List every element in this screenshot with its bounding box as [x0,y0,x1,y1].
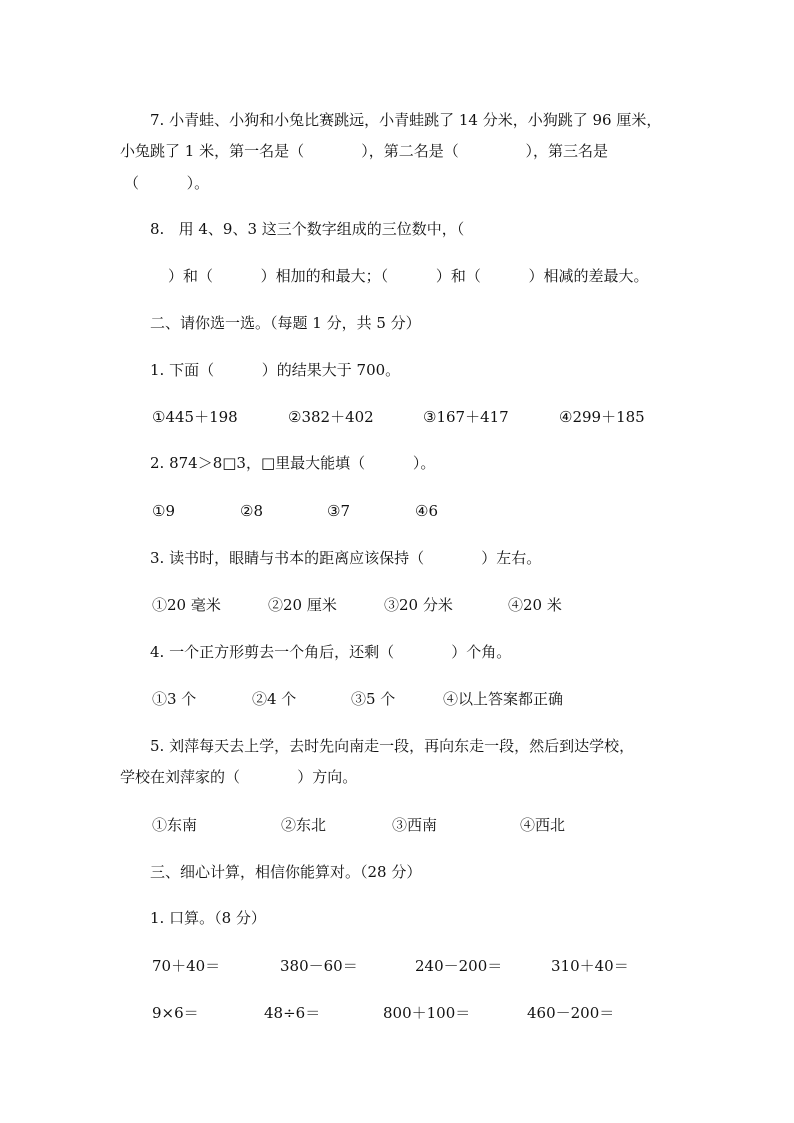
calc-item: 70＋40＝ [152,957,221,975]
q8-line-1: 8. 用 4、9、3 这三个数字组成的三位数中，（ [150,220,465,238]
question-4-text: 4. 一个正方形剪去一个角后，还剩（ ）个角。 [150,643,512,661]
calc-item: 310＋40＝ [551,957,629,975]
calc-item: 380－60＝ [280,957,358,975]
option-4: ④6 [415,502,438,520]
q7-line-1: 7. 小青蛙、小狗和小兔比赛跳远，小青蛙跳了 14 分米，小狗跳了 96 厘米， [150,111,662,129]
calc-item: 240－200＝ [415,957,503,975]
option-1: ①445＋198 [152,408,238,426]
calc-row-2 [0,1003,794,1103]
option-2: ②20 厘米 [268,596,337,614]
option-4: ④20 米 [508,596,562,614]
option-3: ③20 分米 [384,596,453,614]
option-1: ①东南 [152,816,198,834]
option-3: ③167＋417 [423,408,509,426]
question-1-text: 1. 下面（ ）的结果大于 700。 [150,361,401,379]
question-2-text: 2. 874＞8□3，□里最大能填（ ）。 [150,454,436,472]
q7-line-2: 小兔跳了 1 米，第一名是（ ），第二名是（ ），第三名是 [120,142,609,160]
section-2-title: 二、请你选一选。（每题 1 分，共 5 分） [150,314,421,332]
option-2: ②东北 [281,816,327,834]
question-3-text: 3. 读书时，眼睛与书本的距离应该保持（ ）左右。 [150,549,542,567]
calc-item: 48÷6＝ [264,1004,321,1022]
option-3: ③7 [327,502,350,520]
option-4: ④299＋185 [559,408,645,426]
option-3: ③西南 [392,816,438,834]
option-2: ②4 个 [252,690,297,708]
question-5-text-line-1: 5. 刘萍每天去上学，去时先向南走一段，再向东走一段，然后到达学校， [150,737,635,755]
subsection-oral-calc: 1. 口算。（8 分） [150,909,266,927]
option-1: ①3 个 [152,690,197,708]
section-3-title: 三、细心计算，相信你能算对。（28 分） [150,863,422,881]
option-2: ②382＋402 [288,408,374,426]
option-3: ③5 个 [351,690,396,708]
question-5-text-line-2: 学校在刘萍家的（ ）方向。 [120,768,358,786]
option-1: ①9 [152,502,175,520]
calc-item: 460－200＝ [527,1004,615,1022]
option-4: ④西北 [520,816,566,834]
q7-line-3: （ ）。 [124,174,210,192]
option-1: ①20 毫米 [152,596,221,614]
calc-item: 9×6＝ [152,1004,199,1022]
option-4: ④以上答案都正确 [443,690,564,708]
q8-line-2: ）和（ ）相加的和最大；（ ）和（ ）相减的差最大。 [168,267,649,285]
calc-item: 800＋100＝ [383,1004,471,1022]
option-2: ②8 [240,502,263,520]
